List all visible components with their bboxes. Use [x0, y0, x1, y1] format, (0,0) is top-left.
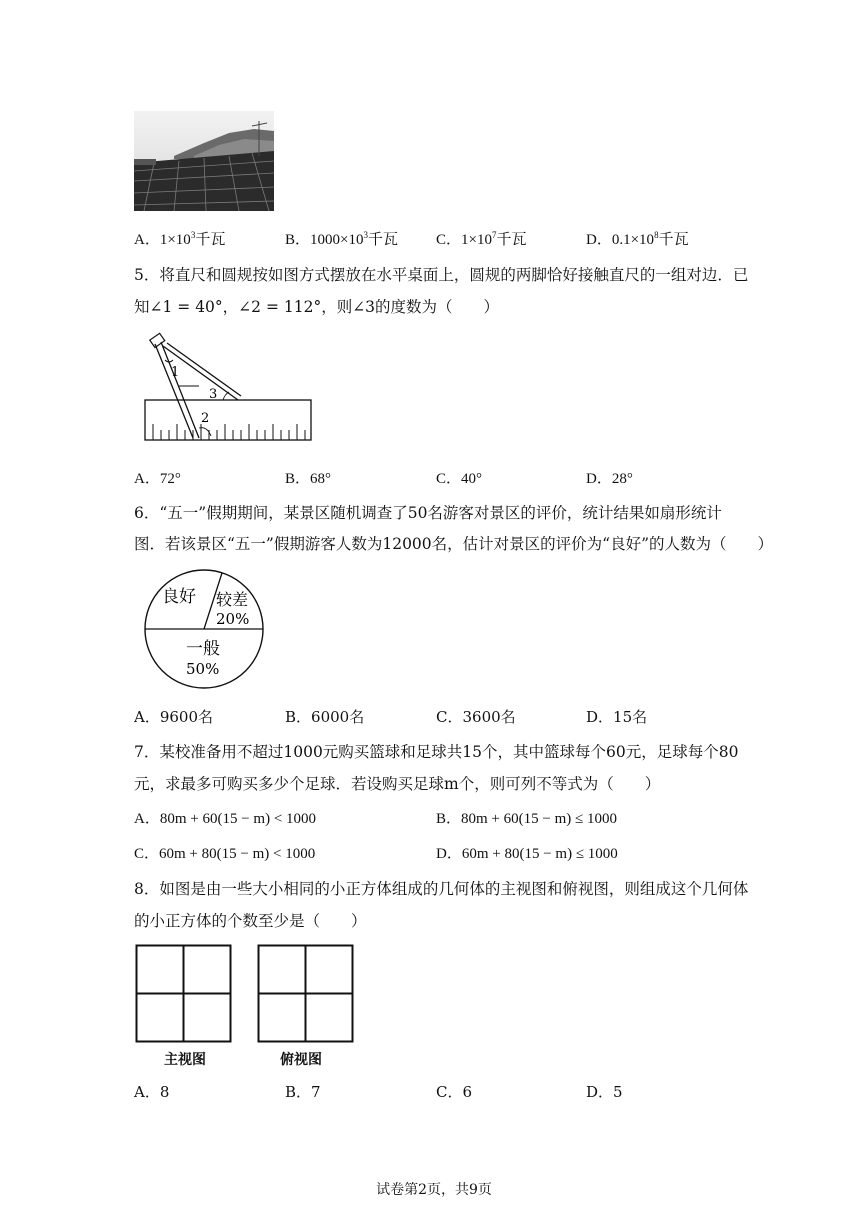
front-view-grid	[135, 944, 233, 1044]
angle-label-1: 1	[171, 365, 180, 380]
q6-option-a[interactable]: A．9600名	[134, 708, 214, 726]
page-footer: 试卷第2页，共9页	[376, 1182, 492, 1198]
pie-label-poor: 较差	[216, 590, 249, 609]
q5-option-a[interactable]: A．72°	[134, 471, 181, 487]
pie-chart	[142, 568, 266, 690]
q7-stem-line1: 7．某校准备用不超过1000元购买篮球和足球共15个，其中篮球每个60元，足球每个80	[134, 743, 739, 761]
q8-stem-line2: 的小正方体的个数至少是（ ）	[134, 912, 367, 930]
angle-label-2: 2	[201, 411, 210, 426]
q5-stem-line2: 知∠1 = 40°，∠2 = 112°，则∠3的度数为（ ）	[134, 298, 500, 316]
q8-option-d[interactable]: D．5	[586, 1083, 623, 1101]
pie-label-average: 一般	[186, 639, 220, 659]
pie-label-poor-pct: 20%	[216, 610, 250, 628]
top-view-grid	[257, 944, 355, 1044]
q5-option-d[interactable]: D．28°	[586, 471, 633, 487]
q4-option-a[interactable]: A．$1\times 10^3$千瓦	[134, 230, 226, 248]
q8-option-b[interactable]: B．7	[285, 1083, 321, 1101]
pie-label-average-pct: 50%	[186, 660, 220, 678]
q7-stem-line2: 元，求最多可购买多少个足球．若设购买足球m个，则可列不等式为（ ）	[134, 775, 661, 793]
q4-option-b[interactable]: B．$1000\times 10^3$千瓦	[285, 230, 398, 248]
q8-option-c[interactable]: C．6	[436, 1083, 473, 1101]
q5-option-c[interactable]: C．40°	[436, 471, 483, 487]
solar-panel-photo	[134, 111, 274, 211]
q5-option-b[interactable]: B．68°	[285, 471, 332, 487]
pie-label-good: 良好	[162, 587, 196, 607]
top-view-label: 俯视图	[280, 1052, 322, 1068]
q7-option-b[interactable]: B．80m + 60(15 − m) ≤ 1000	[436, 811, 617, 827]
front-view-label: 主视图	[164, 1052, 206, 1068]
angle-label-3: 3	[209, 387, 218, 402]
q6-option-d[interactable]: D．15名	[586, 708, 648, 726]
q6-stem-line2: 图．若该景区“五一”假期游客人数为12000名，估计对景区的评价为“良好”的人数为（ ）	[134, 535, 774, 553]
q7-option-c[interactable]: C．60m + 80(15 − m) < 1000	[134, 846, 316, 862]
ruler-compass-figure	[143, 330, 318, 445]
q7-option-d[interactable]: D．60m + 80(15 − m) ≤ 1000	[436, 846, 618, 862]
q4-option-c[interactable]: C．$1\times 10^7$千瓦	[436, 230, 527, 248]
q8-option-a[interactable]: A．8	[134, 1083, 170, 1101]
q7-option-a[interactable]: A．80m + 60(15 − m) < 1000	[134, 811, 317, 827]
q6-stem-line1: 6．“五一”假期期间，某景区随机调查了50名游客对景区的评价，统计结果如扇形统计	[134, 504, 722, 522]
q4-option-d[interactable]: D．$0.1\times 10^8$千瓦	[586, 230, 689, 248]
q5-stem-line1: 5．将直尺和圆规按如图方式摆放在水平桌面上，圆规的两脚恰好接触直尺的一组对边．已	[134, 266, 749, 284]
q8-stem-line1: 8．如图是由一些大小相同的小正方体组成的几何体的主视图和俯视图，则组成这个几何体	[134, 880, 749, 898]
q6-option-b[interactable]: B．6000名	[285, 708, 365, 726]
q6-option-c[interactable]: C．3600名	[436, 708, 516, 726]
